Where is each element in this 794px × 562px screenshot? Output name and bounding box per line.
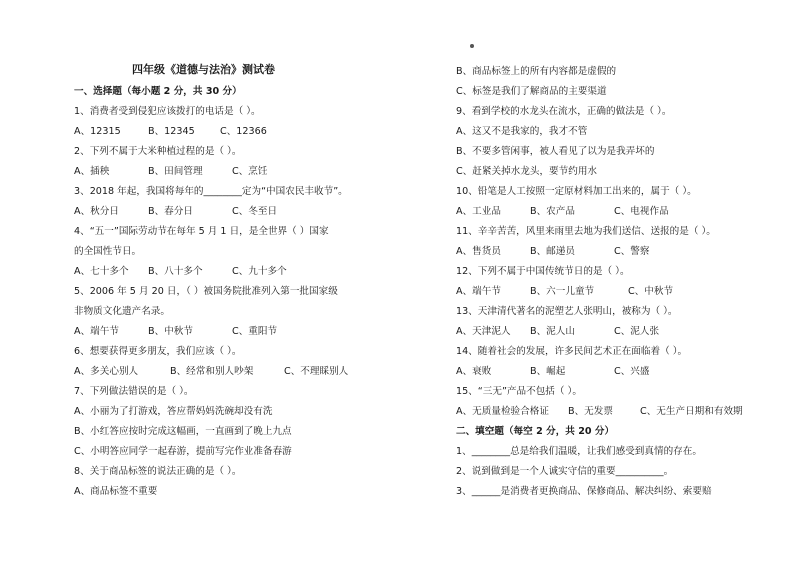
question-2-options [74,166,267,178]
option-c: C、不理睬别人 [284,366,349,377]
question-3-options [74,206,277,218]
question-7-option-c: C、小明答应同学一起春游，提前写完作业准备春游 [74,446,292,457]
question-12: 12、下列不属于中国传统节日的是（ ）。 [456,266,630,277]
option-c: C、警察 [614,246,650,257]
section-fill-heading: 二、填空题（每空 2 分，共 20 分） [456,426,615,437]
question-11-options [456,246,649,258]
question-8-option-c: C、标签是我们了解商品的主要渠道 [456,86,607,97]
question-5-line-2: 非物质文化遗产名录。 [74,306,170,317]
option-b: B、农产品 [530,206,575,217]
question-5-options [74,326,277,338]
question-7: 7、下列做法错误的是（ ）。 [74,386,194,397]
option-a: A、售货员 [456,246,501,257]
option-a: A、工业品 [456,206,501,217]
question-14-options [456,366,649,378]
option-a: A、天津泥人 [456,326,511,337]
option-a: A、七十多个 [74,266,129,277]
option-b: B、田间管理 [148,166,203,177]
question-8-option-a: A、商品标签不重要 [74,486,158,497]
option-a: A、端午节 [74,326,119,337]
question-13: 13、天津清代著名的泥塑艺人张明山，被称为（ ）。 [456,306,678,317]
question-4-line-2: 的全国性节日。 [74,246,142,257]
option-b: B、泥人山 [530,326,575,337]
fill-question-2: 2、说到做到是一个人诚实守信的重要__________。 [456,466,674,477]
question-3: 3、2018 年起，我国将每年的________定为“中国农民丰收节”。 [74,186,348,197]
question-15-options [456,406,743,418]
question-9-option-a: A、这又不是我家的，我才不管 [456,126,588,137]
question-10: 10、铅笔是人工按照一定原材料加工出来的，属于（ ）。 [456,186,697,197]
option-c: C、中秋节 [628,286,674,297]
question-6: 6、想要获得更多朋友，我们应该（ ）。 [74,346,242,357]
question-9: 9、看到学校的水龙头在流水，正确的做法是（ ）。 [456,106,672,117]
option-c: C、无生产日期和有效期 [640,406,743,417]
option-c: C、泥人张 [614,326,660,337]
option-b: B、中秋节 [148,326,193,337]
question-4-options [74,266,287,278]
question-12-options [456,286,673,298]
option-c: C、电视作品 [614,206,669,217]
option-b: B、经常和别人吵架 [170,366,254,377]
option-b: B、六一儿童节 [530,286,595,297]
scan-dot [470,44,474,48]
section-choice-heading: 一、选择题（每小题 2 分，共 30 分） [74,86,242,97]
option-b: B、八十多个 [148,266,203,277]
question-5-line-1: 5、2006 年 5 月 20 日，（ ）被国务院批准列入第一批国家级 [74,286,338,297]
option-c: C、兴盛 [614,366,650,377]
option-a: A、插秧 [74,166,110,177]
fill-question-1: 1、________总是给我们温暖，让我们感受到真情的存在。 [456,446,702,457]
option-c: C、烹饪 [232,166,268,177]
option-a: A、多关心别人 [74,366,139,377]
fill-question-3: 3、______是消费者更换商品、保修商品、解决纠纷、索要赔 [456,486,712,497]
question-4-line-1: 4、“五一”国际劳动节在每年 5 月 1 日，是全世界（ ）国家 [74,226,329,237]
option-b: B、春分日 [148,206,193,217]
question-15: 15、“三无”产品不包括（ ）。 [456,386,582,397]
option-a: A、12315 [74,126,121,137]
option-a: A、秋分日 [74,206,119,217]
question-6-options [74,366,348,378]
question-13-options [456,326,659,338]
question-7-option-b: B、小红答应按时完成这幅画，一直画到了晚上九点 [74,426,292,437]
question-2: 2、下列不属于大米种植过程的是（ ）。 [74,146,242,157]
option-b: B、12345 [148,126,195,137]
question-14: 14、随着社会的发展，许多民间艺术正在面临着（ ）。 [456,346,688,357]
option-b: B、崛起 [530,366,566,377]
option-a: A、端午节 [456,286,501,297]
question-10-options [456,206,669,218]
option-a: A、衰败 [456,366,492,377]
question-8-option-b: B、商品标签上的所有内容都是虚假的 [456,66,617,77]
option-c: C、12366 [220,126,267,137]
question-7-option-a: A、小丽为了打游戏，答应帮妈妈洗碗却没有洗 [74,406,273,417]
exam-title: 四年级《道德与法治》测试卷 [132,63,275,76]
question-1-options [74,126,267,138]
question-8: 8、关于商品标签的说法正确的是（ ）。 [74,466,242,477]
option-c: C、冬至日 [232,206,278,217]
question-9-option-c: C、赶紧关掉水龙头，要节约用水 [456,166,598,177]
option-c: C、九十多个 [232,266,287,277]
option-a: A、无质量检验合格证 [456,406,549,417]
question-1: 1、消费者受到侵犯应该拨打的电话是（ ）。 [74,106,261,117]
question-11: 11、辛辛苦苦，风里来雨里去地为我们送信、送报的是（ ）。 [456,226,716,237]
option-b: B、无发票 [568,406,613,417]
option-b: B、邮递员 [530,246,575,257]
option-c: C、重阳节 [232,326,278,337]
question-9-option-b: B、不要多管闲事，被人看见了以为是我弄坏的 [456,146,655,157]
